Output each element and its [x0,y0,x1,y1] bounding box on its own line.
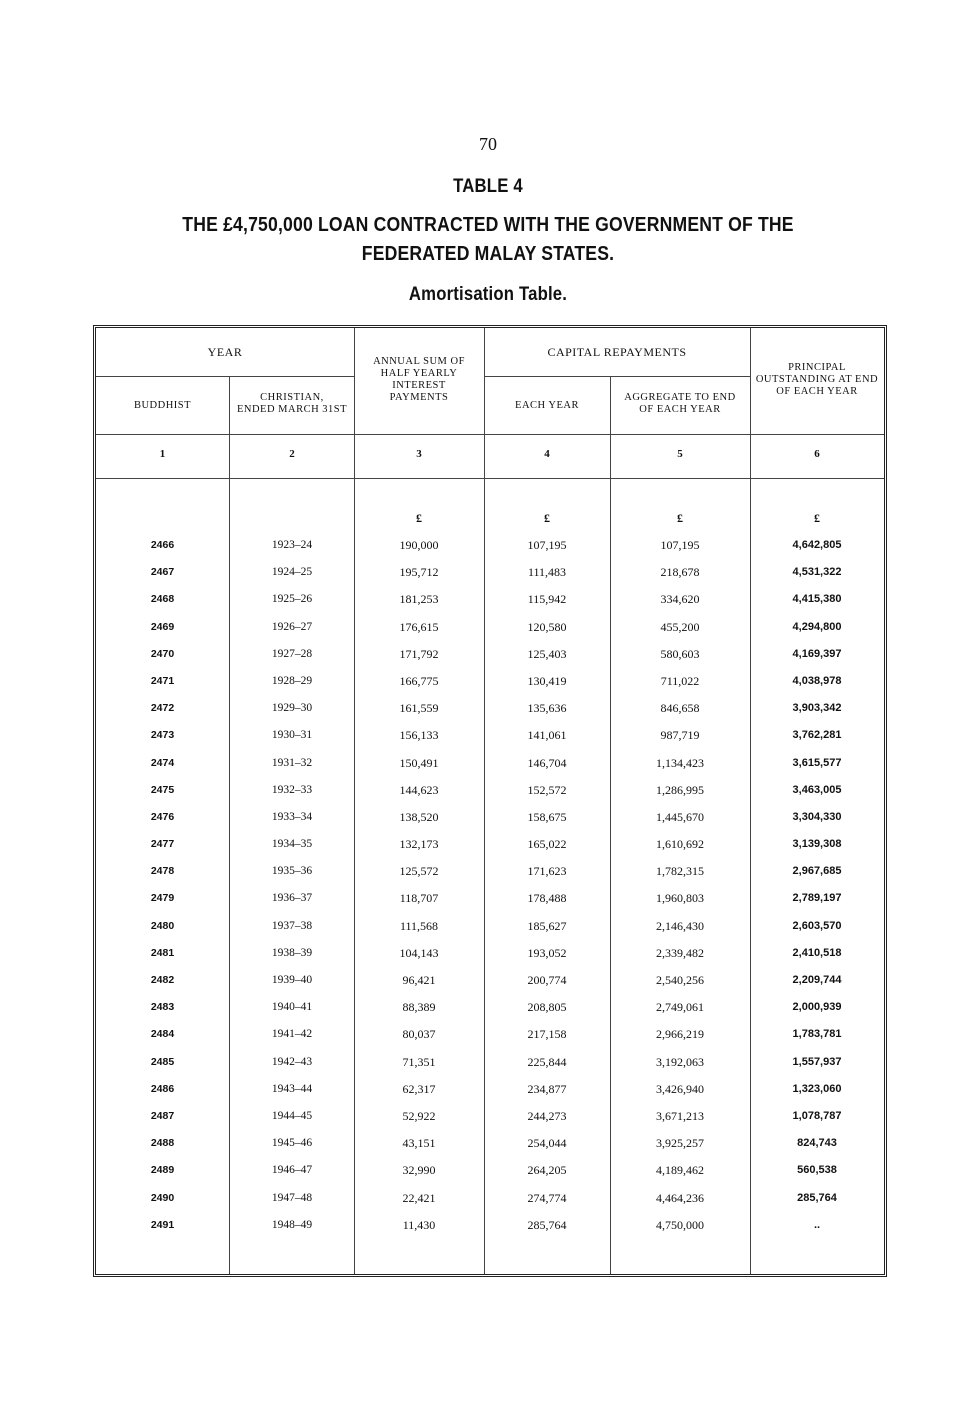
cell-christian-year: 1934–35 [271,838,313,851]
cell-repayment-each-year: 200,774 [527,973,567,987]
cell-repayment-aggregate: 334,620 [660,592,700,607]
cell-principal-outstanding: 824,743 [797,1137,837,1150]
header-aggregate-line-1: AGGREGATE TO END [624,392,736,403]
cell-interest-payments: 71,351 [402,1054,436,1069]
cell-repayment-each-year: 125,403 [527,646,567,661]
cell-buddhist-year: 2487 [150,1109,175,1122]
cell-principal-outstanding: 285,764 [797,1191,837,1204]
cell-repayment-aggregate: 2,540,256 [656,973,704,987]
cell-principal-outstanding: 4,642,805 [792,539,842,551]
cell-christian-year: 1944–45 [271,1109,313,1122]
unit-pound: £ [814,511,820,525]
table-row [96,1103,884,1130]
cell-interest-payments: 43,151 [402,1136,436,1151]
cell-christian-year: 1930–31 [271,729,313,742]
cell-buddhist-year: 2491 [150,1218,175,1231]
cell-buddhist-year: 2469 [150,620,175,633]
table-row [96,668,884,695]
table-row [96,994,884,1021]
cell-buddhist-year: 2474 [150,756,175,769]
table-row [96,722,884,749]
cell-repayment-aggregate: 107,195 [660,538,700,552]
table-label: TABLE 4 [453,176,523,197]
cell-repayment-each-year: 178,488 [527,891,567,906]
cell-christian-year: 1947–48 [271,1191,313,1204]
cell-buddhist-year: 2473 [150,729,175,742]
cell-buddhist-year: 2489 [150,1164,175,1177]
header-year: YEAR [207,345,243,359]
cell-repayment-each-year: 146,704 [527,755,567,770]
cell-christian-year: 1932–33 [271,783,313,796]
header-christian-line-1: CHRISTIAN, [260,392,324,403]
cell-buddhist-year: 2485 [150,1055,175,1068]
cell-interest-payments: 118,707 [399,891,439,906]
cell-buddhist-year: 2481 [150,946,175,959]
cell-principal-outstanding: 3,463,005 [792,783,842,796]
table-row [96,858,884,885]
table-title-line-1: THE £4,750,000 LOAN CONTRACTED WITH THE GOVERNMENT OF THE [182,214,794,236]
unit-pound: £ [544,511,550,525]
cell-repayment-each-year: 254,044 [527,1136,567,1151]
cell-repayment-aggregate: 455,200 [660,619,700,634]
cell-buddhist-year: 2475 [150,783,175,796]
cell-buddhist-year: 2466 [150,539,175,551]
cell-christian-year: 1928–29 [271,674,313,687]
table-row [96,532,884,559]
page-number: 70 [479,134,497,154]
cell-repayment-aggregate: 1,782,315 [656,864,704,879]
cell-repayment-each-year: 285,764 [527,1217,567,1232]
cell-buddhist-year: 2470 [150,647,175,660]
cell-principal-outstanding: 2,789,197 [792,892,842,905]
cell-christian-year: 1939–40 [271,974,313,986]
cell-repayment-aggregate: 218,678 [660,565,700,580]
cell-interest-payments: 190,000 [399,538,439,552]
cell-repayment-each-year: 171,623 [527,864,567,879]
cell-principal-outstanding: 3,762,281 [792,729,842,742]
cell-principal-outstanding: 2,209,744 [792,974,842,986]
cell-interest-payments: 156,133 [399,728,439,743]
cell-interest-payments: 195,712 [399,565,439,580]
header-annual-interest [354,356,484,404]
cell-principal-outstanding: 4,531,322 [792,566,842,579]
header-rule [96,434,884,435]
cell-principal-outstanding: .. [813,1218,821,1231]
table-row [96,559,884,586]
cell-christian-year: 1933–34 [271,810,313,823]
column-number-2: 2 [289,448,295,460]
cell-principal-outstanding: 3,903,342 [792,702,842,715]
cell-christian-year: 1923–24 [271,539,313,551]
cell-christian-year: 1924–25 [271,566,313,579]
cell-repayment-each-year: 185,627 [527,918,567,933]
cell-repayment-each-year: 193,052 [527,945,567,960]
cell-principal-outstanding: 2,000,939 [792,1001,842,1014]
header-annual-line-3: INTEREST [392,380,446,391]
cell-christian-year: 1926–27 [271,620,313,633]
column-number-4: 4 [544,448,550,460]
header-capital-repayments: CAPITAL REPAYMENTS [547,345,687,359]
header-buddhist: BUDDHIST [133,400,192,411]
header-annual-line-2: HALF YEARLY [380,368,458,379]
header-annual-line-1: ANNUAL SUM OF [373,356,465,367]
cell-interest-payments: 111,568 [399,918,439,933]
header-aggregate-line-2: OF EACH YEAR [639,404,721,415]
cell-repayment-aggregate: 2,146,430 [656,918,704,933]
cell-buddhist-year: 2483 [150,1001,175,1014]
cell-repayment-each-year: 111,483 [527,565,567,580]
header-rule [96,376,354,377]
table-title-line-2: FEDERATED MALAY STATES. [361,243,615,265]
cell-interest-payments: 22,421 [402,1190,436,1205]
cell-repayment-aggregate: 4,750,000 [656,1217,704,1232]
table-row [96,967,884,994]
column-number-3: 3 [416,448,422,460]
cell-principal-outstanding: 4,169,397 [792,647,842,660]
cell-interest-payments: 88,389 [402,1000,436,1015]
cell-principal-outstanding: 2,410,518 [792,946,842,959]
cell-repayment-aggregate: 2,966,219 [656,1027,704,1042]
cell-repayment-aggregate: 580,603 [660,646,700,661]
cell-christian-year: 1943–44 [271,1082,313,1095]
table-body [96,532,884,1239]
table-row [96,913,884,940]
cell-principal-outstanding: 1,783,781 [792,1028,842,1041]
cell-interest-payments: 166,775 [399,673,439,688]
cell-repayment-each-year: 274,774 [527,1190,567,1205]
cell-repayment-each-year: 234,877 [527,1081,567,1096]
table-row [96,1185,884,1212]
table-row [96,1049,884,1076]
table-row [96,940,884,967]
cell-repayment-aggregate: 2,749,061 [656,1000,704,1015]
cell-principal-outstanding: 4,294,800 [792,620,842,633]
header-annual-line-4: PAYMENTS [389,392,449,403]
cell-interest-payments: 150,491 [399,755,439,770]
header-christian-line-2: ENDED MARCH 31ST [236,404,348,415]
cell-principal-outstanding: 4,038,978 [792,674,842,687]
cell-principal-outstanding: 4,415,380 [792,593,842,606]
unit-pound: £ [677,511,683,525]
cell-interest-payments: 96,421 [402,973,436,987]
amortisation-table [93,325,887,1277]
cell-interest-payments: 11,430 [402,1217,436,1232]
header-christian [230,392,354,416]
cell-christian-year: 1936–37 [271,892,313,905]
cell-repayment-each-year: 135,636 [527,701,567,716]
cell-repayment-aggregate: 2,339,482 [656,945,704,960]
cell-principal-outstanding: 3,304,330 [792,810,842,823]
cell-christian-year: 1927–28 [271,647,313,660]
cell-repayment-each-year: 120,580 [527,619,567,634]
cell-interest-payments: 62,317 [402,1081,436,1096]
cell-buddhist-year: 2484 [150,1028,175,1041]
cell-repayment-aggregate: 3,192,063 [656,1054,704,1069]
cell-buddhist-year: 2480 [150,919,175,932]
cell-repayment-aggregate: 1,445,670 [656,809,704,824]
cell-repayment-aggregate: 1,960,803 [656,891,704,906]
cell-repayment-aggregate: 4,189,462 [656,1163,704,1178]
table-row [96,641,884,668]
cell-buddhist-year: 2482 [150,974,175,986]
cell-repayment-each-year: 217,158 [527,1027,567,1042]
cell-interest-payments: 161,559 [399,701,439,716]
cell-repayment-aggregate: 3,925,257 [656,1136,704,1151]
header-aggregate [610,392,750,416]
table-row [96,586,884,613]
cell-christian-year: 1938–39 [271,946,313,959]
cell-christian-year: 1948–49 [271,1218,313,1231]
header-principal-line-1: PRINCIPAL [788,362,846,373]
cell-repayment-aggregate: 4,464,236 [656,1190,704,1205]
cell-repayment-each-year: 165,022 [527,837,567,852]
cell-principal-outstanding: 1,557,937 [792,1055,842,1068]
cell-buddhist-year: 2478 [150,865,175,878]
cell-repayment-aggregate: 1,286,995 [656,782,704,797]
table-row [96,777,884,804]
cell-repayment-aggregate: 987,719 [660,728,700,743]
cell-interest-payments: 181,253 [399,592,439,607]
header-rule [96,478,884,479]
cell-repayment-each-year: 107,195 [527,538,567,552]
cell-buddhist-year: 2468 [150,593,175,606]
table-row [96,695,884,722]
cell-interest-payments: 52,922 [402,1108,436,1123]
cell-repayment-aggregate: 3,426,940 [656,1081,704,1096]
cell-interest-payments: 125,572 [399,864,439,879]
cell-buddhist-year: 2471 [150,674,175,687]
cell-repayment-each-year: 152,572 [527,782,567,797]
table-row [96,804,884,831]
cell-interest-payments: 144,623 [399,782,439,797]
cell-principal-outstanding: 3,139,308 [792,838,842,851]
cell-repayment-each-year: 130,419 [527,673,567,688]
header-each-year: EACH YEAR [515,400,579,411]
cell-interest-payments: 32,990 [402,1163,436,1178]
table-row [96,1130,884,1157]
table-row [96,1157,884,1184]
table-row [96,1021,884,1048]
cell-buddhist-year: 2472 [150,702,175,715]
cell-buddhist-year: 2467 [150,566,175,579]
cell-buddhist-year: 2476 [150,810,175,823]
cell-principal-outstanding: 2,967,685 [792,865,842,878]
column-number-6: 6 [814,448,820,460]
unit-pound: £ [416,511,422,525]
cell-buddhist-year: 2477 [150,838,175,851]
cell-buddhist-year: 2490 [150,1191,175,1204]
cell-interest-payments: 171,792 [399,646,439,661]
table-row [96,614,884,641]
cell-christian-year: 1925–26 [271,593,313,606]
cell-interest-payments: 138,520 [399,809,439,824]
cell-christian-year: 1931–32 [271,756,313,769]
column-number-1: 1 [159,448,166,460]
cell-principal-outstanding: 1,078,787 [792,1109,842,1122]
cell-interest-payments: 80,037 [402,1027,436,1042]
cell-christian-year: 1942–43 [271,1055,313,1068]
cell-interest-payments: 176,615 [399,619,439,634]
cell-repayment-aggregate: 846,658 [660,701,700,716]
table-subtitle: Amortisation Table. [408,284,568,305]
cell-interest-payments: 132,173 [399,837,439,852]
cell-repayment-aggregate: 1,610,692 [656,837,704,852]
cell-christian-year: 1945–46 [271,1137,313,1150]
cell-principal-outstanding: 1,323,060 [792,1082,842,1095]
cell-repayment-each-year: 141,061 [527,728,567,743]
header-principal-outstanding [750,362,884,398]
cell-repayment-each-year: 208,805 [527,1000,567,1015]
header-principal-line-3: OF EACH YEAR [776,386,858,397]
cell-repayment-each-year: 158,675 [527,809,567,824]
header-rule [484,376,750,377]
cell-buddhist-year: 2479 [150,892,175,905]
cell-principal-outstanding: 2,603,570 [792,919,842,932]
cell-christian-year: 1937–38 [271,919,313,932]
table-row [96,885,884,912]
cell-repayment-aggregate: 3,671,213 [656,1108,704,1123]
cell-christian-year: 1935–36 [271,865,313,878]
cell-repayment-each-year: 264,205 [527,1163,567,1178]
header-principal-line-2: OUTSTANDING AT END [755,374,879,385]
cell-buddhist-year: 2486 [150,1082,175,1095]
column-number-5: 5 [677,448,683,460]
table-row [96,831,884,858]
cell-repayment-each-year: 225,844 [527,1054,567,1069]
cell-principal-outstanding: 560,538 [797,1164,837,1177]
cell-christian-year: 1929–30 [271,702,313,715]
table-row [96,1212,884,1239]
cell-repayment-each-year: 244,273 [527,1108,567,1123]
cell-repayment-each-year: 115,942 [527,592,567,607]
cell-christian-year: 1940–41 [271,1001,313,1014]
table-row [96,750,884,777]
cell-repayment-aggregate: 711,022 [660,673,700,688]
cell-interest-payments: 104,143 [399,945,439,960]
cell-repayment-aggregate: 1,134,423 [656,755,704,770]
cell-christian-year: 1946–47 [271,1164,313,1177]
cell-buddhist-year: 2488 [150,1137,175,1150]
cell-christian-year: 1941–42 [271,1028,313,1041]
table-row [96,1076,884,1103]
cell-principal-outstanding: 3,615,577 [792,756,842,769]
